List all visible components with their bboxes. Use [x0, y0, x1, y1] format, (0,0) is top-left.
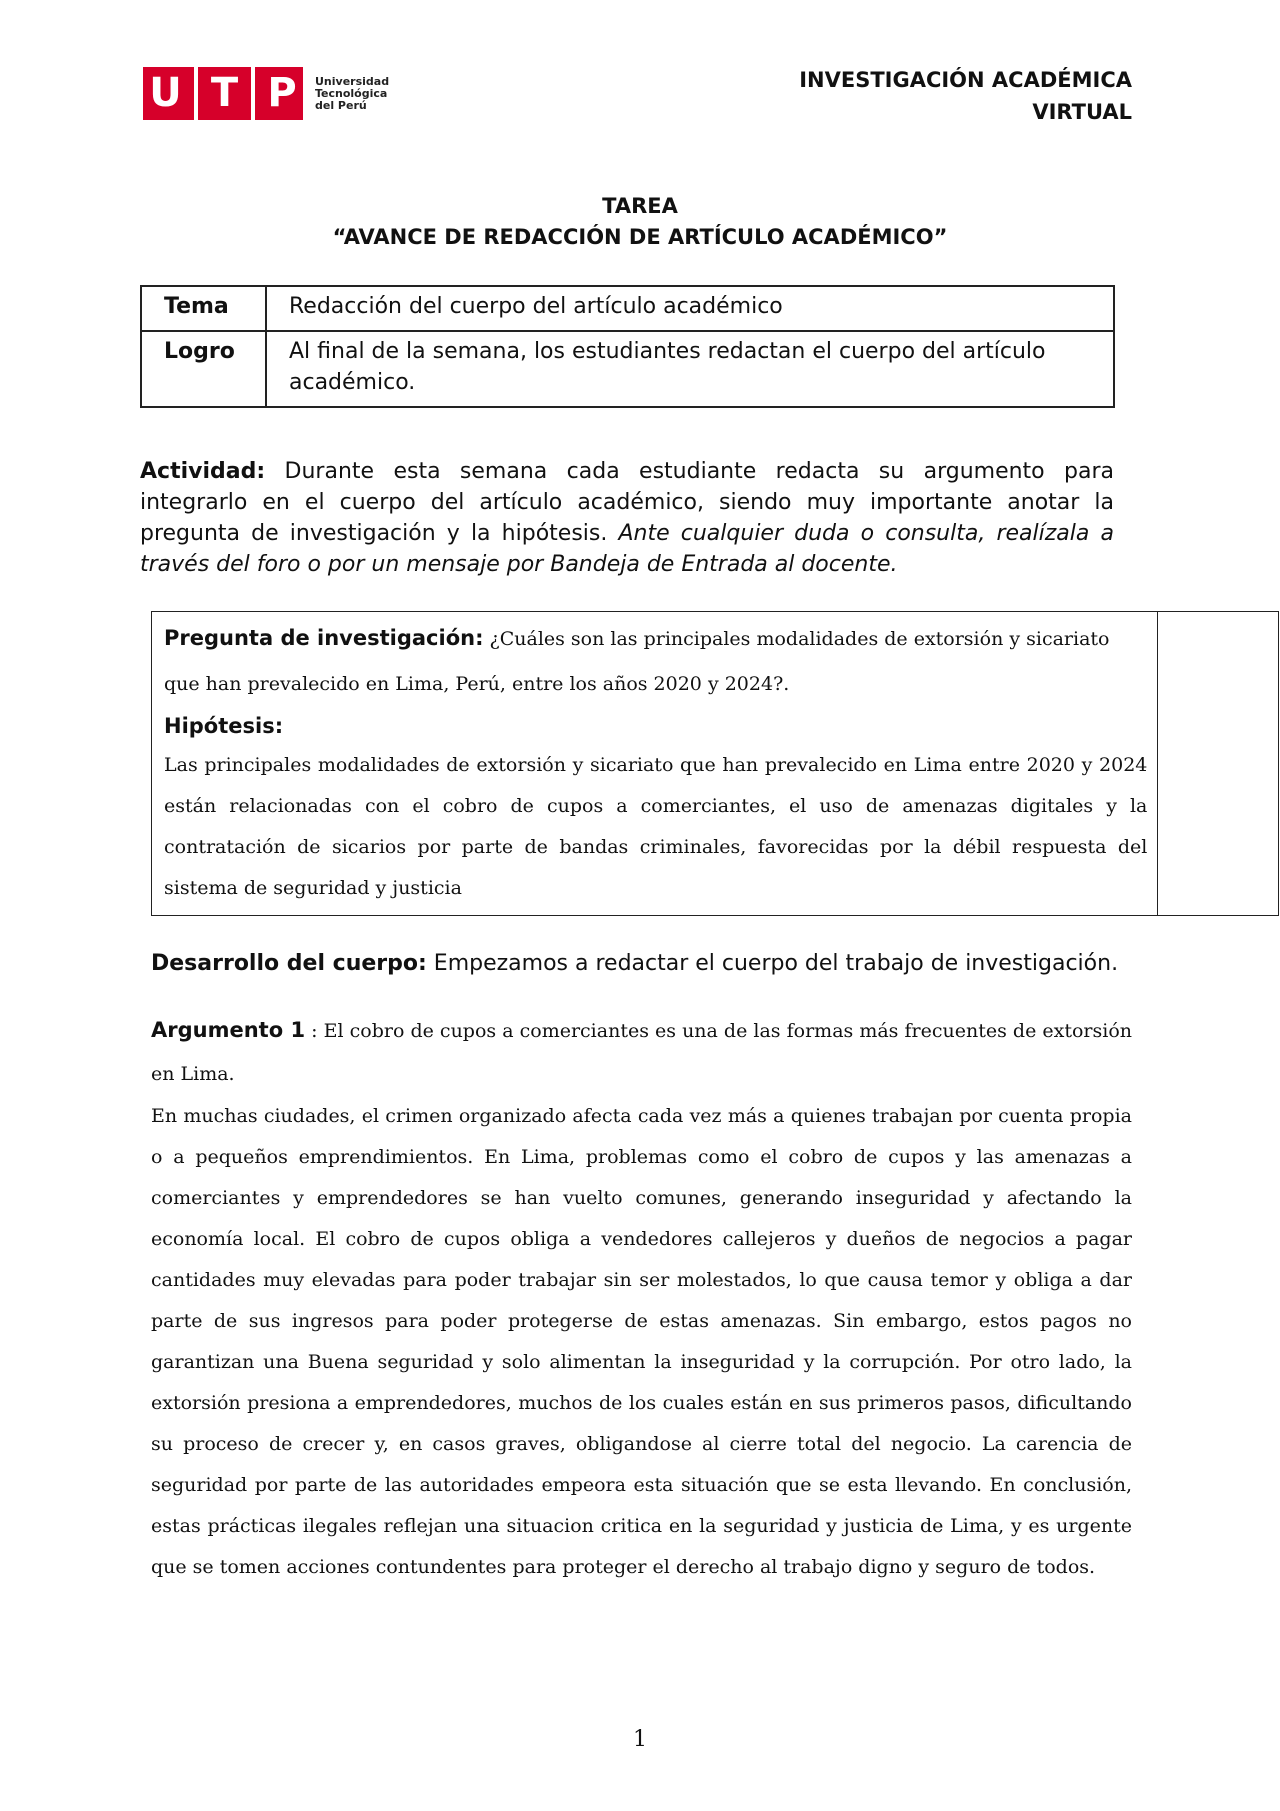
- logro-value: Al final de la semana, los estudiantes redactan el cuerpo del artículo académico.: [266, 331, 1114, 407]
- logo-letter-p: P: [267, 70, 297, 116]
- logo-text-line: del Perú: [315, 98, 367, 112]
- research-content: [152, 612, 1158, 916]
- logo-mark: [143, 67, 303, 120]
- course-heading: [799, 64, 1132, 128]
- argumento-lead: [151, 1009, 1132, 1096]
- pregunta-paragraph: [164, 616, 1147, 707]
- desarrollo-paragraph: [151, 948, 1118, 980]
- table-row: [141, 286, 1114, 331]
- title-line1: TAREA: [602, 194, 678, 218]
- actividad-label: Actividad:: [140, 459, 266, 484]
- page-number: 1: [633, 1727, 647, 1752]
- hipotesis-label: Hipótesis:: [164, 714, 284, 738]
- course-title-line2: VIRTUAL: [1032, 100, 1132, 124]
- document-title: [0, 191, 1280, 253]
- logo-text-line: Tecnológica: [315, 86, 388, 100]
- argumento-thesis: : El cobro de cupos a comerciantes es una de las formas más frecuentes de extorsión en Lima.: [151, 1020, 1132, 1085]
- pregunta-label: Pregunta de investigación:: [164, 626, 484, 650]
- course-title-line1: INVESTIGACIÓN ACADÉMICA: [799, 68, 1132, 92]
- research-box: [151, 611, 1279, 916]
- logo-text-line: Universidad: [315, 74, 390, 88]
- argumento-label: Argumento 1: [151, 1018, 306, 1042]
- actividad-text: Durante esta semana cada estudiante redacta su argumento para integrarlo en el cuerpo del artículo académico, siendo muy importante anotar la pregunta de investigación y la hipótesis.: [140, 459, 1114, 546]
- logo-wordmark: [315, 76, 389, 112]
- logro-label: Logro: [141, 331, 266, 407]
- argumento-body: En muchas ciudades, el crimen organizado afecta cada vez más a quienes trabajan por cuenta propia o a pequeños emprendimientos. En Lima, problemas como el cobro de cupos y las amenazas a comerciantes y emprendedores se han vuelto comunes, generando inseguridad y afectando la economía local. El cobro de cupos obliga a vendedores callejeros y dueños de negocios a pagar cantidades muy elevadas para poder trabajar sin ser molestados, lo que causa temor y obliga a dar parte de sus ingresos para poder protegerse de estas amenazas. Sin embargo, estos pagos no garantizan una Buena seguridad y solo alimentan la inseguridad y la corrupción. Por otro lado, la extorsión presiona a emprendedores, muchos de los cuales están en sus primeros pasos, dificultando su proceso de crecer y, en casos graves, obligandose al cierre total del negocio. La carencia de seguridad por parte de las autoridades empeora esta situación que se esta llevando. En conclusión, estas prácticas ilegales reflejan una situacion critica en la seguridad y justicia de Lima, y es urgente que se tomen acciones contundentes para proteger el derecho al trabajo digno y seguro de todos.: [151, 1105, 1132, 1578]
- actividad-note: Ante cualquier duda o consulta, realízala a través del foro o por un mensaje por Bandeja de Entrada al docente.: [140, 521, 1114, 577]
- title-line2: “AVANCE DE REDACCIÓN DE ARTÍCULO ACADÉMICO”: [332, 225, 948, 249]
- table-row: [152, 612, 1279, 916]
- desarrollo-label: Desarrollo del cuerpo:: [151, 951, 427, 976]
- tema-label: Tema: [141, 286, 266, 331]
- empty-cell: [1158, 612, 1279, 916]
- utp-logo: [143, 67, 389, 120]
- logo-letter-t: T: [210, 70, 239, 116]
- logo-letter-u: U: [149, 70, 182, 116]
- info-table: [140, 285, 1115, 408]
- logo-separator: [251, 67, 255, 120]
- pregunta-text: ¿Cuáles son las principales modalidades de extorsión y sicariato que han prevalecido en Lima, Perú, entre los años 2020 y 2024?.: [164, 628, 1110, 695]
- desarrollo-text: Empezamos a redactar el cuerpo del trabajo de investigación.: [426, 951, 1119, 976]
- argumento-section: [151, 1009, 1132, 1588]
- tema-value: Redacción del cuerpo del artículo académico: [266, 286, 1114, 331]
- table-row: [141, 331, 1114, 407]
- logo-separator: [194, 67, 198, 120]
- actividad-paragraph: [140, 456, 1114, 580]
- hipotesis-text: Las principales modalidades de extorsión y sicariato que han prevalecido en Lima entre 2020 y 2024 están relacionadas con el cobro de cupos a comerciantes, el uso de amenazas digitales y la contratación de sicarios por parte de bandas criminales, favorecidas por la débil respuesta del sistema de seguridad y justicia: [164, 754, 1148, 899]
